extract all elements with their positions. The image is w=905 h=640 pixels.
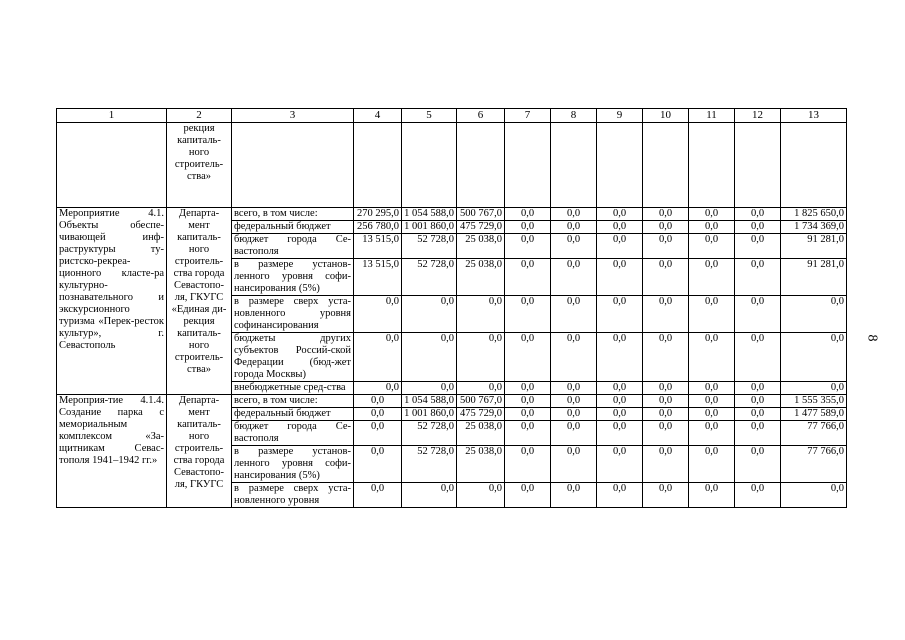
value-cell: 0,0 <box>689 234 735 259</box>
value-cell: 0,0 <box>551 333 597 382</box>
value-cell: 0,0 <box>781 483 847 508</box>
value-cell: 0,0 <box>735 208 781 221</box>
value-cell: 0,0 <box>551 382 597 395</box>
value-cell: 0,0 <box>402 333 457 382</box>
value-cell: 0,0 <box>457 483 505 508</box>
value-cell: 0,0 <box>643 221 689 234</box>
value-cell: 0,0 <box>689 333 735 382</box>
column-header: 4 <box>354 109 402 123</box>
value-cell: 0,0 <box>735 421 781 446</box>
value-cell: 0,0 <box>597 259 643 296</box>
funding-source: всего, в том числе: <box>232 395 354 408</box>
value-cell: 0,0 <box>551 234 597 259</box>
cell-empty <box>232 123 354 208</box>
cell-empty <box>597 123 643 208</box>
value-cell: 0,0 <box>597 333 643 382</box>
responsible-continuation: рекция капиталь-ного строитель-ства» <box>167 123 232 208</box>
value-cell: 0,0 <box>551 395 597 408</box>
value-cell: 0,0 <box>505 446 551 483</box>
responsible-executor: Департа-мент капиталь-ного строитель-ства города Севастопо-ля, ГКУГС <box>167 395 232 508</box>
value-cell: 0,0 <box>457 382 505 395</box>
value-cell: 0,0 <box>551 221 597 234</box>
value-cell: 0,0 <box>643 446 689 483</box>
value-cell: 0,0 <box>689 221 735 234</box>
column-header: 7 <box>505 109 551 123</box>
value-cell: 0,0 <box>597 395 643 408</box>
value-cell: 0,0 <box>597 221 643 234</box>
continuation-row <box>57 123 847 208</box>
value-cell: 0,0 <box>735 259 781 296</box>
column-header: 13 <box>781 109 847 123</box>
value-cell: 0,0 <box>643 234 689 259</box>
value-cell: 0,0 <box>505 234 551 259</box>
value-cell: 1 734 369,0 <box>781 221 847 234</box>
column-header: 3 <box>232 109 354 123</box>
value-cell: 500 767,0 <box>457 208 505 221</box>
value-cell: 0,0 <box>689 208 735 221</box>
value-cell: 0,0 <box>781 296 847 333</box>
cell-empty <box>505 123 551 208</box>
value-cell: 0,0 <box>551 483 597 508</box>
value-cell: 0,0 <box>551 208 597 221</box>
value-cell: 0,0 <box>505 333 551 382</box>
cell-empty <box>457 123 505 208</box>
column-header: 10 <box>643 109 689 123</box>
funding-source: в размере установ-ленного уровня софи-нансирования (5%) <box>232 259 354 296</box>
value-cell: 0,0 <box>354 382 402 395</box>
value-cell: 0,0 <box>643 296 689 333</box>
value-cell: 1 054 588,0 <box>402 208 457 221</box>
value-cell: 0,0 <box>597 296 643 333</box>
value-cell: 1 477 589,0 <box>781 408 847 421</box>
funding-source: федеральный бюджет <box>232 408 354 421</box>
value-cell: 0,0 <box>505 382 551 395</box>
value-cell: 25 038,0 <box>457 446 505 483</box>
value-cell: 0,0 <box>643 259 689 296</box>
funding-source: бюджет города Се-вастополя <box>232 421 354 446</box>
value-cell: 0,0 <box>505 296 551 333</box>
funding-source: бюджеты других субъектов Россий-ской Федерации (бюд-жет города Москвы) <box>232 333 354 382</box>
value-cell: 0,0 <box>354 408 402 421</box>
value-cell: 0,0 <box>689 408 735 421</box>
column-header: 5 <box>402 109 457 123</box>
value-cell: 0,0 <box>781 382 847 395</box>
value-cell: 0,0 <box>354 421 402 446</box>
table-row <box>57 395 847 408</box>
value-cell: 0,0 <box>735 446 781 483</box>
value-cell: 0,0 <box>354 483 402 508</box>
column-header: 2 <box>167 109 232 123</box>
value-cell: 0,0 <box>457 333 505 382</box>
value-cell: 0,0 <box>643 333 689 382</box>
column-header: 1 <box>57 109 167 123</box>
value-cell: 0,0 <box>689 259 735 296</box>
measure-name: Мероприятие 4.1. Объекты обеспе-чивающей инф-раструктуры ту-ристско-рекреа-ционного класте-ра культурно-познавательного и экскурсионного туризма «Перек-ресток культур», г. Севастополь <box>57 208 167 395</box>
value-cell: 0,0 <box>781 333 847 382</box>
cell-empty <box>551 123 597 208</box>
value-cell: 0,0 <box>505 483 551 508</box>
value-cell: 77 766,0 <box>781 421 847 446</box>
value-cell: 0,0 <box>457 296 505 333</box>
funding-source: всего, в том числе: <box>232 208 354 221</box>
value-cell: 0,0 <box>735 395 781 408</box>
value-cell: 0,0 <box>643 382 689 395</box>
value-cell: 1 001 860,0 <box>402 408 457 421</box>
value-cell: 0,0 <box>354 296 402 333</box>
value-cell: 0,0 <box>551 259 597 296</box>
value-cell: 0,0 <box>643 408 689 421</box>
value-cell: 0,0 <box>597 208 643 221</box>
value-cell: 0,0 <box>551 421 597 446</box>
value-cell: 0,0 <box>505 408 551 421</box>
value-cell: 0,0 <box>689 296 735 333</box>
value-cell: 0,0 <box>643 208 689 221</box>
cell-empty <box>354 123 402 208</box>
value-cell: 91 281,0 <box>781 259 847 296</box>
value-cell: 0,0 <box>689 382 735 395</box>
funding-source: в размере установ-ленного уровня софи-нансирования (5%) <box>232 446 354 483</box>
value-cell: 0,0 <box>689 446 735 483</box>
value-cell: 475 729,0 <box>457 221 505 234</box>
value-cell: 52 728,0 <box>402 421 457 446</box>
value-cell: 0,0 <box>402 382 457 395</box>
value-cell: 25 038,0 <box>457 421 505 446</box>
value-cell: 91 281,0 <box>781 234 847 259</box>
value-cell: 0,0 <box>597 483 643 508</box>
funding-source: федеральный бюджет <box>232 221 354 234</box>
page-number: 8 <box>864 334 880 342</box>
cell-empty <box>781 123 847 208</box>
value-cell: 0,0 <box>643 421 689 446</box>
value-cell: 0,0 <box>735 483 781 508</box>
value-cell: 0,0 <box>597 234 643 259</box>
column-header: 6 <box>457 109 505 123</box>
value-cell: 500 767,0 <box>457 395 505 408</box>
value-cell: 0,0 <box>505 395 551 408</box>
funding-source: в размере сверх уста-новленного уровня <box>232 483 354 508</box>
funding-source: бюджет города Се-вастополя <box>232 234 354 259</box>
column-header: 8 <box>551 109 597 123</box>
value-cell: 0,0 <box>735 333 781 382</box>
value-cell: 270 295,0 <box>354 208 402 221</box>
value-cell: 0,0 <box>735 234 781 259</box>
measure-name: Мероприя-тие 4.1.4. Создание парка с мемориальным комплексом «За-щитникам Севас-тополя 1941–1942 гг.» <box>57 395 167 508</box>
value-cell: 0,0 <box>354 333 402 382</box>
column-header: 12 <box>735 109 781 123</box>
value-cell: 0,0 <box>505 259 551 296</box>
value-cell: 0,0 <box>735 296 781 333</box>
value-cell: 52 728,0 <box>402 446 457 483</box>
value-cell: 0,0 <box>597 446 643 483</box>
value-cell: 0,0 <box>402 296 457 333</box>
value-cell: 0,0 <box>597 382 643 395</box>
value-cell: 0,0 <box>354 395 402 408</box>
value-cell: 52 728,0 <box>402 259 457 296</box>
value-cell: 0,0 <box>505 221 551 234</box>
value-cell: 77 766,0 <box>781 446 847 483</box>
cell-empty <box>643 123 689 208</box>
value-cell: 0,0 <box>597 408 643 421</box>
value-cell: 1 825 650,0 <box>781 208 847 221</box>
value-cell: 0,0 <box>643 395 689 408</box>
value-cell: 0,0 <box>597 421 643 446</box>
value-cell: 0,0 <box>354 446 402 483</box>
value-cell: 0,0 <box>505 208 551 221</box>
value-cell: 13 515,0 <box>354 234 402 259</box>
value-cell: 0,0 <box>735 382 781 395</box>
value-cell: 0,0 <box>551 408 597 421</box>
value-cell: 0,0 <box>689 483 735 508</box>
value-cell: 1 001 860,0 <box>402 221 457 234</box>
table-row <box>57 208 847 221</box>
value-cell: 475 729,0 <box>457 408 505 421</box>
value-cell: 1 054 588,0 <box>402 395 457 408</box>
budget-table <box>56 108 847 508</box>
table-body <box>57 123 847 508</box>
header-row <box>57 109 847 123</box>
cell-empty <box>57 123 167 208</box>
cell-empty <box>689 123 735 208</box>
value-cell: 13 515,0 <box>354 259 402 296</box>
value-cell: 0,0 <box>643 483 689 508</box>
funding-source: внебюджетные сред-ства <box>232 382 354 395</box>
value-cell: 0,0 <box>689 395 735 408</box>
value-cell: 0,0 <box>735 221 781 234</box>
value-cell: 25 038,0 <box>457 259 505 296</box>
value-cell: 1 555 355,0 <box>781 395 847 408</box>
responsible-executor: Департа-мент капиталь-ного строитель-ства города Севастопо-ля, ГКУГС «Единая ди-рекция капиталь-ного строитель-ства» <box>167 208 232 395</box>
value-cell: 0,0 <box>551 296 597 333</box>
value-cell: 0,0 <box>735 408 781 421</box>
value-cell: 25 038,0 <box>457 234 505 259</box>
value-cell: 0,0 <box>551 446 597 483</box>
value-cell: 52 728,0 <box>402 234 457 259</box>
value-cell: 256 780,0 <box>354 221 402 234</box>
value-cell: 0,0 <box>505 421 551 446</box>
column-header: 11 <box>689 109 735 123</box>
column-header: 9 <box>597 109 643 123</box>
value-cell: 0,0 <box>689 421 735 446</box>
value-cell: 0,0 <box>402 483 457 508</box>
cell-empty <box>735 123 781 208</box>
funding-source: в размере сверх уста-новленного уровня софинансирования <box>232 296 354 333</box>
cell-empty <box>402 123 457 208</box>
